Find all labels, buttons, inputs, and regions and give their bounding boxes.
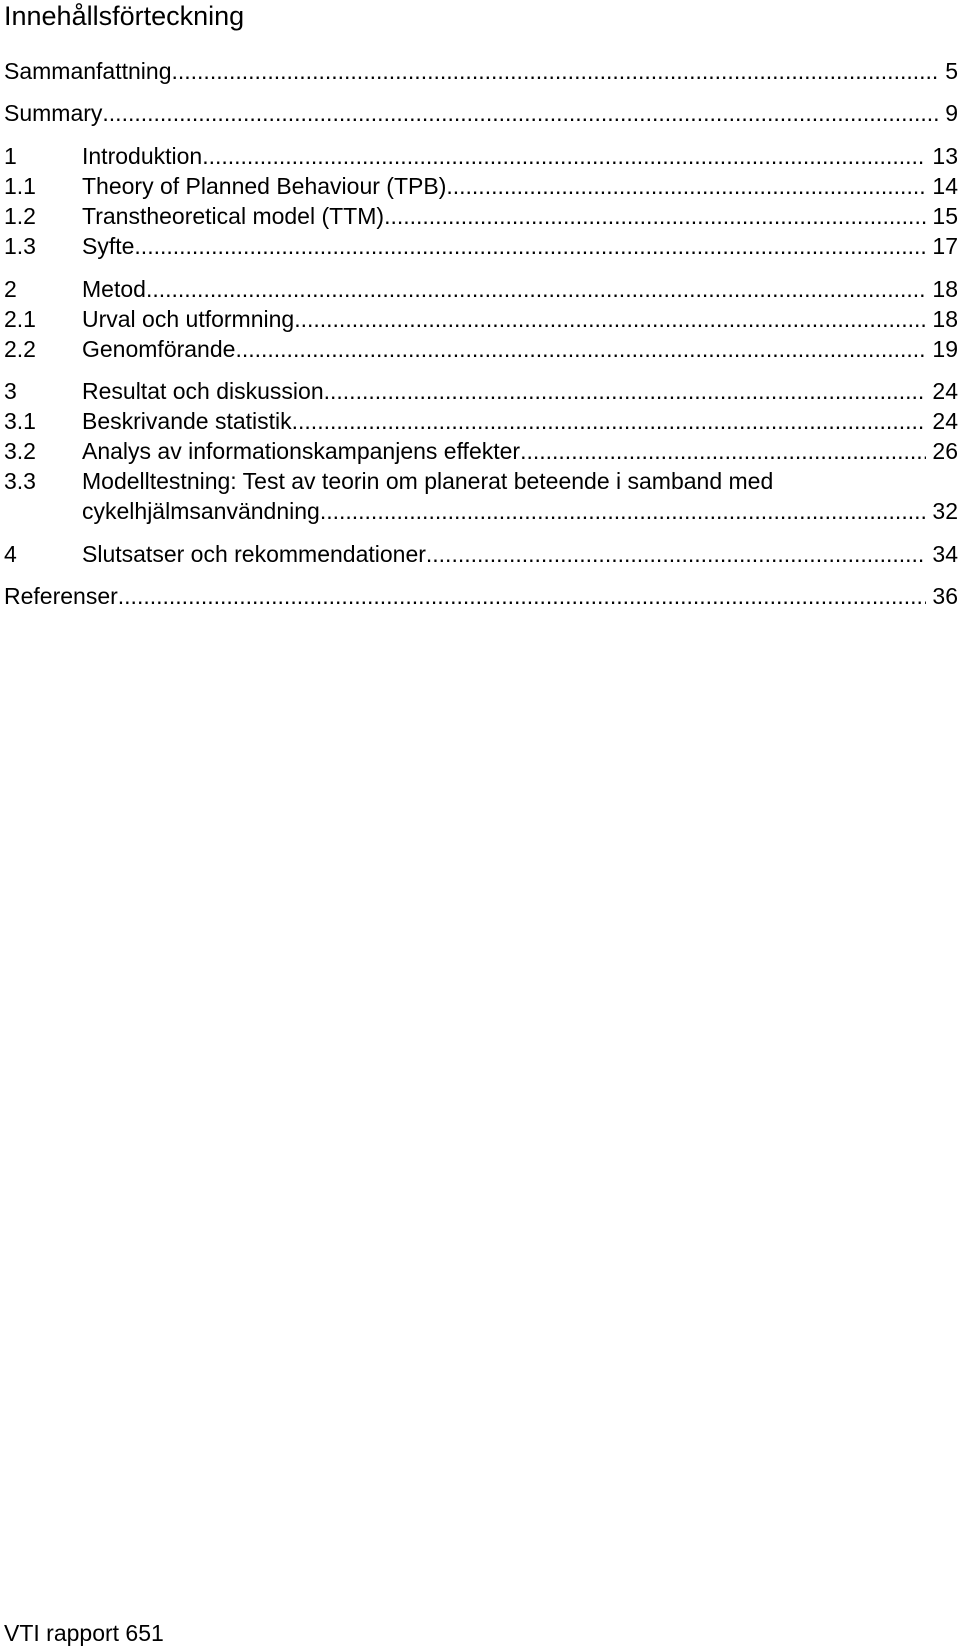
toc-page-number: 5 [945,58,958,84]
toc-page-number: 36 [932,583,958,609]
toc-page-number: 9 [945,100,958,126]
toc-leader-dots [324,376,927,406]
toc-entry-number: 1.1 [4,173,36,199]
toc-leader-dots [446,171,926,201]
toc-page-number: 18 [932,276,958,302]
toc-page-number: 18 [932,306,958,332]
toc-entry-sammanfattning[interactable] [4,56,958,86]
toc-page-number: 24 [932,408,958,434]
toc-entry-title: Resultat och diskussion [82,378,324,404]
toc-entry-title: cykelhjälmsanvändning [82,498,320,524]
toc-page-number: 19 [932,336,958,362]
toc-entry-4[interactable] [4,539,958,569]
toc-page-number: 15 [932,203,958,229]
toc-entry-1-1[interactable] [4,171,958,201]
toc-page-number: 17 [932,233,958,259]
toc-entry-2-2[interactable] [4,334,958,364]
toc-leader-dots [171,56,939,86]
toc-leader-dots [134,231,926,261]
toc-leader-dots [294,304,926,334]
toc-entry-title: Referenser [4,583,118,609]
toc-leader-dots [102,98,939,128]
toc-leader-dots [384,201,926,231]
toc-entry-title: Introduktion [82,143,203,169]
toc-entry-number: 4 [4,541,17,567]
toc-entry-number: 2 [4,276,17,302]
toc-entry-title-line1: Modelltestning: Test av teorin om planerat beteende i samband med [82,468,774,494]
toc-entry-number: 3.1 [4,408,36,434]
toc-leader-dots [426,539,927,569]
toc-entry-3-3-continued[interactable] [4,496,958,526]
toc-entry-number: 3.2 [4,438,36,464]
toc-page-number: 13 [932,143,958,169]
toc-entry-number: 1.2 [4,203,36,229]
toc-page-number: 26 [932,438,958,464]
toc-leader-dots [202,141,926,171]
toc-entry-title: Slutsatser och rekommendationer [82,541,426,567]
page-title: Innehållsförteckning [4,1,245,31]
toc-leader-dots [292,406,927,436]
toc-leader-dots [520,436,926,466]
toc-entry-3-3[interactable] [4,466,773,496]
toc-page-number: 24 [932,378,958,404]
toc-entry-summary[interactable] [4,98,958,128]
toc-entry-2-1[interactable] [4,304,958,334]
toc-page-number: 14 [932,173,958,199]
toc-page-number: 34 [932,541,958,567]
toc-entry-title: Syfte [82,233,135,259]
toc-entry-title: Transtheoretical model (TTM) [82,203,385,229]
toc-entry-1-3[interactable] [4,231,958,261]
toc-entry-title: Theory of Planned Behaviour (TPB) [82,173,447,199]
toc-leader-dots [146,274,926,304]
toc-entry-title: Summary [4,100,103,126]
toc-entry-3-1[interactable] [4,406,958,436]
toc-entry-number: 3.3 [4,468,36,494]
toc-leader-dots [320,496,927,526]
toc-entry-2[interactable] [4,274,958,304]
toc-entry-title: Metod [82,276,146,302]
toc-entry-title: Beskrivande statistik [82,408,292,434]
toc-entry-title: Sammanfattning [4,58,172,84]
toc-entry-number: 2.2 [4,336,36,362]
toc-entry-number: 2.1 [4,306,36,332]
toc-entry-title: Analys av informationskampanjens effekter [82,438,521,464]
toc-leader-dots [235,334,926,364]
toc-entry-title: Genomförande [82,336,236,362]
toc-entry-1[interactable] [4,141,958,171]
toc-entry-number: 3 [4,378,17,404]
page-footer: VTI rapport 651 [4,1620,164,1646]
toc-entry-referenser[interactable] [4,581,958,611]
toc-entry-1-2[interactable] [4,201,958,231]
toc-entry-number: 1 [4,143,17,169]
toc-entry-number: 1.3 [4,233,36,259]
toc-entry-3-2[interactable] [4,436,958,466]
toc-entry-title: Urval och utformning [82,306,295,332]
toc-entry-3[interactable] [4,376,958,406]
toc-page-number: 32 [932,498,958,524]
toc-leader-dots [118,581,927,611]
